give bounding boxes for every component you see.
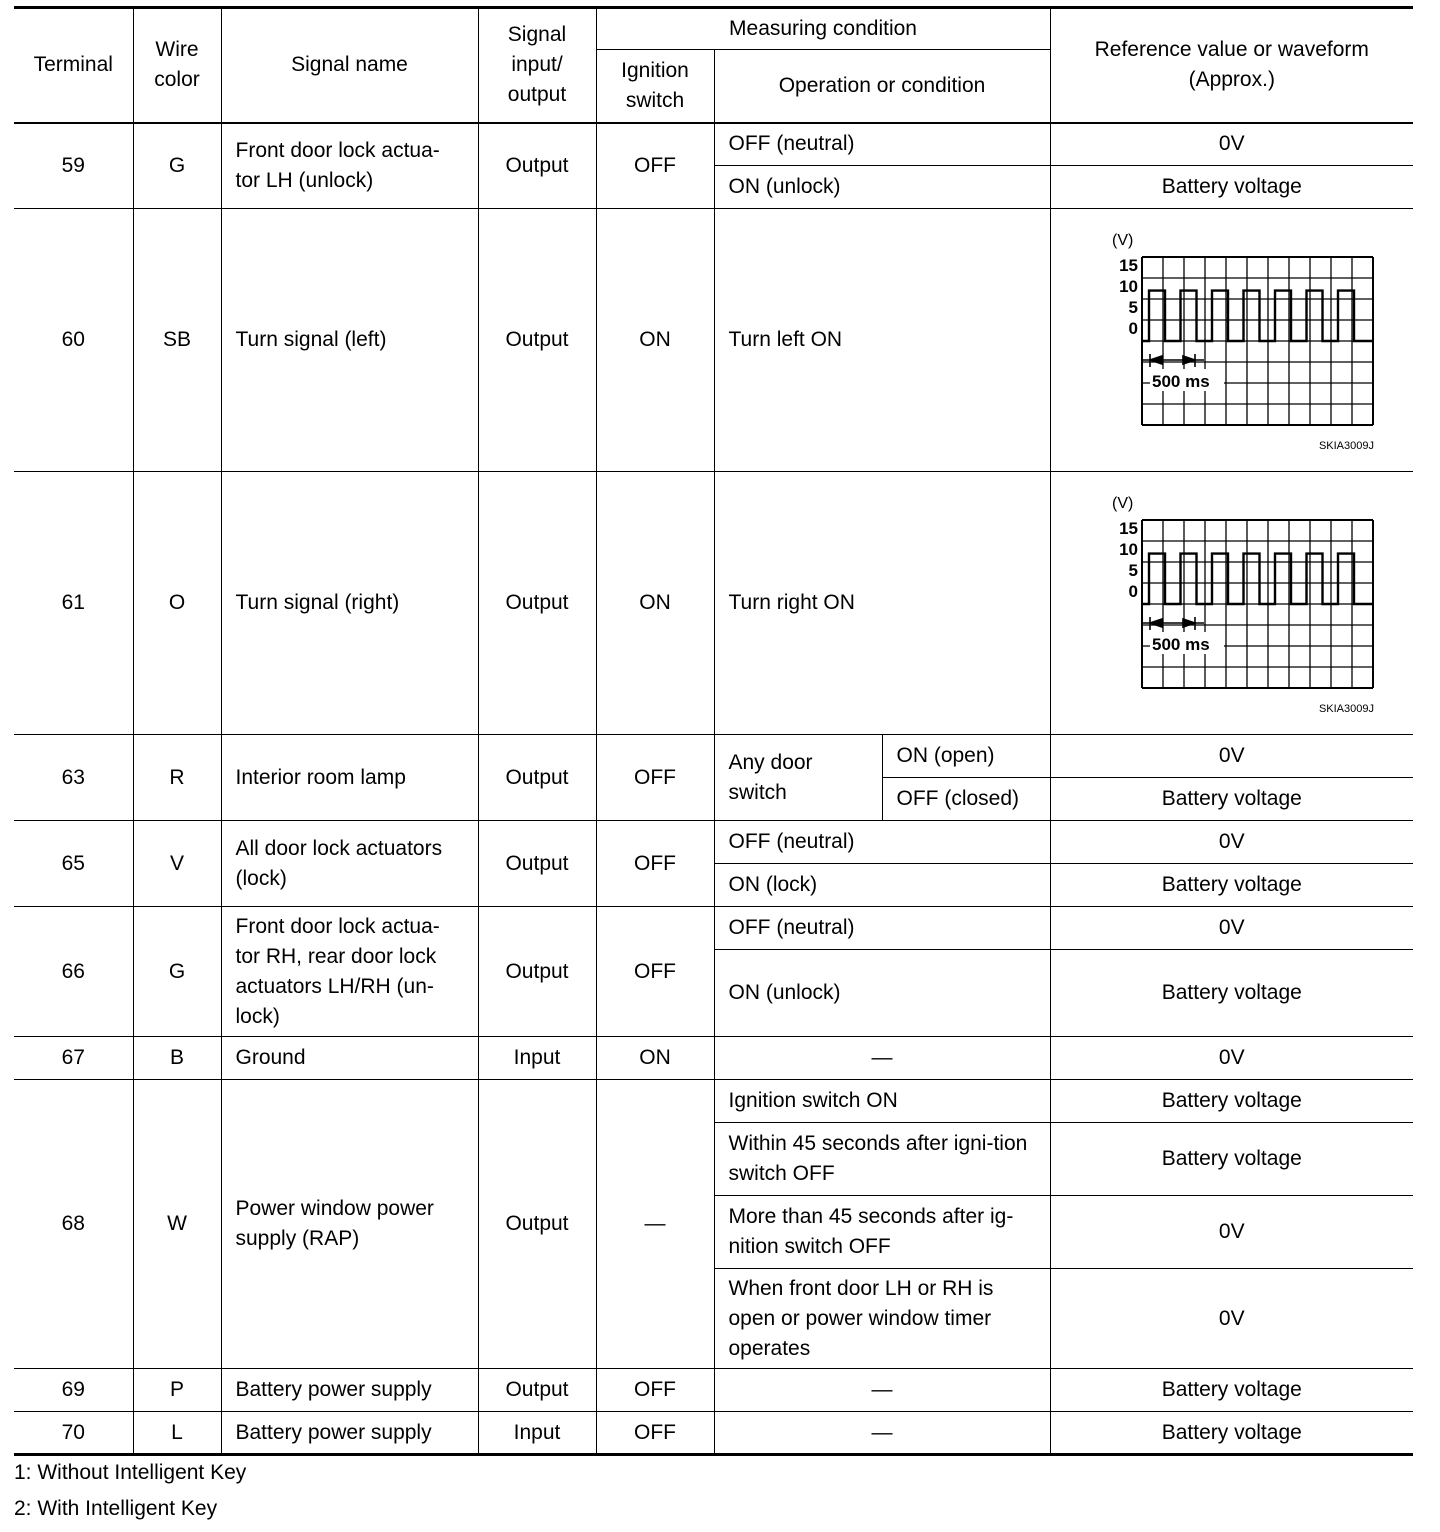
signal-io-cell: Output	[478, 821, 596, 907]
reference-cell: 0V	[1050, 1196, 1413, 1269]
reference-cell: 0V	[1050, 821, 1413, 864]
condition-cell: Within 45 seconds after igni-tion switch OFF	[714, 1123, 1050, 1196]
signal-name-cell: Power window power supply (RAP)	[221, 1080, 478, 1369]
terminal-cell: 68	[14, 1080, 133, 1369]
waveform-time-label: 500 ms	[1151, 635, 1210, 654]
signal-io-cell: Output	[478, 123, 596, 209]
header-terminal: Terminal	[14, 8, 133, 123]
reference-cell: Battery voltage	[1050, 864, 1413, 907]
ignition-cell: OFF	[596, 123, 714, 209]
header-row	[14, 8, 1413, 50]
condition-cell: OFF (neutral)	[714, 123, 1050, 166]
header-operation: Operation or condition	[714, 50, 1050, 123]
wire-color-cell: O	[133, 472, 221, 735]
terminal-cell: 66	[14, 907, 133, 1037]
ignition-cell: OFF	[596, 907, 714, 1037]
condition-cell: ON (unlock)	[714, 166, 1050, 209]
reference-cell: Battery voltage	[1050, 1369, 1413, 1412]
waveform-unit: (V)	[1111, 495, 1134, 512]
table-row	[14, 1080, 1413, 1123]
waveform-trace	[1142, 291, 1373, 341]
table-row	[14, 123, 1413, 166]
ignition-cell: ON	[596, 472, 714, 735]
ignition-cell: —	[596, 1080, 714, 1369]
waveform-time-label: 500 ms	[1151, 372, 1210, 391]
condition-cell: ON (unlock)	[714, 950, 1050, 1037]
reference-cell: Battery voltage	[1050, 950, 1413, 1037]
waveform-figure-id: SKIA3009J	[1318, 703, 1374, 715]
header-measuring-condition: Measuring condition	[596, 8, 1050, 50]
condition-cell: ON (lock)	[714, 864, 1050, 907]
signal-io-cell: Input	[478, 1037, 596, 1080]
condition-cell: Ignition switch ON	[714, 1080, 1050, 1123]
waveform-tick-label: 10	[1118, 540, 1138, 559]
waveform-tick-label: 0	[1128, 319, 1138, 338]
terminal-cell: 67	[14, 1037, 133, 1080]
condition-cell: OFF (neutral)	[714, 907, 1050, 950]
signal-io-cell: Output	[478, 1369, 596, 1412]
condition-cell: More than 45 seconds after ig-nition switch OFF	[714, 1196, 1050, 1269]
terminal-cell: 63	[14, 735, 133, 821]
time-span-arrow	[1142, 354, 1204, 367]
wire-color-cell: SB	[133, 209, 221, 472]
signal-io-cell: Output	[478, 907, 596, 1037]
condition-cell: Turn right ON	[714, 472, 1050, 735]
waveform-unit: (V)	[1111, 232, 1134, 249]
wire-color-cell: G	[133, 123, 221, 209]
footnote-2: 2: With Intelligent Key	[14, 1497, 218, 1520]
header-wire-color: Wire color	[133, 8, 221, 123]
wire-color-cell: W	[133, 1080, 221, 1369]
ignition-cell: OFF	[596, 821, 714, 907]
signal-io-cell: Output	[478, 735, 596, 821]
signal-io-cell: Output	[478, 472, 596, 735]
table-row	[14, 735, 1413, 778]
wire-color-cell: L	[133, 1412, 221, 1455]
header-reference: Reference value or waveform (Approx.)	[1050, 8, 1413, 123]
waveform-figure	[1082, 488, 1382, 718]
signal-name-cell: Battery power supply	[221, 1412, 478, 1455]
terminal-cell: 60	[14, 209, 133, 472]
condition-cell: OFF (neutral)	[714, 821, 1050, 864]
reference-cell: Battery voltage	[1050, 1123, 1413, 1196]
waveform-tick-label: 15	[1118, 519, 1138, 538]
wire-color-cell: B	[133, 1037, 221, 1080]
table-row	[14, 821, 1413, 864]
table-row	[14, 209, 1413, 472]
waveform-tick-label: 15	[1118, 256, 1138, 275]
header-ignition-switch: Ignition switch	[596, 50, 714, 123]
ignition-cell: OFF	[596, 735, 714, 821]
waveform-trace	[1142, 554, 1373, 604]
waveform-tick-label: 5	[1128, 561, 1138, 580]
table-row	[14, 472, 1413, 735]
terminal-cell: 61	[14, 472, 133, 735]
signal-io-cell: Output	[478, 209, 596, 472]
condition-cell: —	[714, 1412, 1050, 1455]
waveform-figure	[1082, 225, 1382, 455]
ignition-cell: OFF	[596, 1412, 714, 1455]
condition-group-cell: Any door switch	[714, 735, 882, 821]
wire-color-cell: R	[133, 735, 221, 821]
table-row	[14, 1412, 1413, 1455]
waveform-tick-label: 0	[1128, 582, 1138, 601]
signal-name-cell: Front door lock actua-tor RH, rear door lock actuators LH/RH (un-lock)	[221, 907, 478, 1037]
reference-cell: Battery voltage	[1050, 778, 1413, 821]
terminal-cell: 70	[14, 1412, 133, 1455]
header-signal-io: Signal input/ output	[478, 8, 596, 123]
signal-name-cell: All door lock actuators (lock)	[221, 821, 478, 907]
reference-cell: Battery voltage	[1050, 1412, 1413, 1455]
waveform-tick-label: 5	[1128, 298, 1138, 317]
wire-color-cell: G	[133, 907, 221, 1037]
terminal-cell: 69	[14, 1369, 133, 1412]
signal-name-cell: Turn signal (right)	[221, 472, 478, 735]
reference-waveform-cell	[1050, 472, 1413, 735]
terminal-cell: 59	[14, 123, 133, 209]
reference-cell: 0V	[1050, 735, 1413, 778]
reference-waveform-cell	[1050, 209, 1413, 472]
reference-cell: 0V	[1050, 907, 1413, 950]
condition-cell: ON (open)	[882, 735, 1050, 778]
condition-cell: Turn left ON	[714, 209, 1050, 472]
time-span-arrow	[1142, 617, 1204, 630]
signal-name-cell: Front door lock actua-tor LH (unlock)	[221, 123, 478, 209]
signal-name-cell: Battery power supply	[221, 1369, 478, 1412]
terminal-cell: 65	[14, 821, 133, 907]
table-row	[14, 1369, 1413, 1412]
header-signal-name: Signal name	[221, 8, 478, 123]
reference-cell: Battery voltage	[1050, 166, 1413, 209]
reference-cell: 0V	[1050, 1269, 1413, 1369]
signal-name-cell: Turn signal (left)	[221, 209, 478, 472]
signal-io-cell: Output	[478, 1080, 596, 1369]
condition-cell: When front door LH or RH is open or power window timer operates	[714, 1269, 1050, 1369]
waveform-figure-id: SKIA3009J	[1318, 440, 1374, 452]
footnote-1: 1: Without Intelligent Key	[14, 1461, 247, 1484]
terminal-spec-table	[14, 6, 1413, 1456]
ignition-cell: OFF	[596, 1369, 714, 1412]
condition-cell: OFF (closed)	[882, 778, 1050, 821]
waveform-tick-label: 10	[1118, 277, 1138, 296]
reference-cell: 0V	[1050, 123, 1413, 166]
ignition-cell: ON	[596, 209, 714, 472]
table-row	[14, 1037, 1413, 1080]
wire-color-cell: V	[133, 821, 221, 907]
condition-cell: —	[714, 1369, 1050, 1412]
reference-cell: Battery voltage	[1050, 1080, 1413, 1123]
condition-cell: —	[714, 1037, 1050, 1080]
wire-color-cell: P	[133, 1369, 221, 1412]
ignition-cell: ON	[596, 1037, 714, 1080]
signal-name-cell: Ground	[221, 1037, 478, 1080]
signal-name-cell: Interior room lamp	[221, 735, 478, 821]
reference-cell: 0V	[1050, 1037, 1413, 1080]
signal-io-cell: Input	[478, 1412, 596, 1455]
table-row	[14, 907, 1413, 950]
